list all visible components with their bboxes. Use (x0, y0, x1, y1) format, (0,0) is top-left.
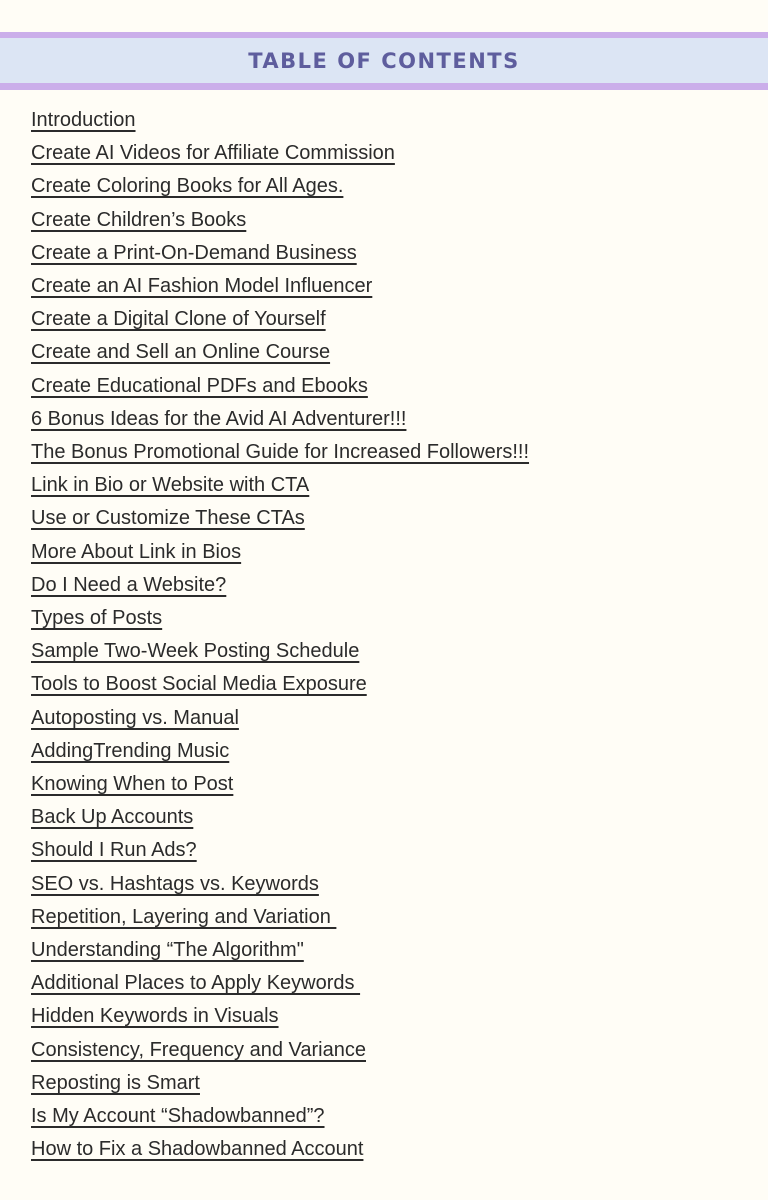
toc-entry-link[interactable]: Types of Posts (31, 607, 163, 630)
toc-entry-link[interactable]: Autoposting vs. Manual (31, 706, 239, 729)
toc-entry-link[interactable]: Tools to Boost Social Media Exposure (31, 673, 367, 696)
toc-entry-link[interactable]: Create a Print-On-Demand Business (31, 241, 357, 264)
toc-entry-link[interactable]: Reposting is Smart (31, 1071, 200, 1094)
toc-entry-link[interactable]: Understanding “The Algorithm" (31, 939, 304, 962)
toc-list (0, 90, 768, 1167)
toc-entry-link[interactable]: SEO vs. Hashtags vs. Keywords (31, 872, 319, 895)
table-of-contents-page (0, 32, 768, 1167)
toc-entry-link[interactable]: Repetition, Layering and Variation (31, 905, 337, 928)
toc-entry-link[interactable]: Back Up Accounts (31, 806, 194, 829)
toc-entry-link[interactable]: Create Educational PDFs and Ebooks (31, 374, 368, 397)
toc-entry-link[interactable]: Create an AI Fashion Model Influencer (31, 275, 373, 298)
toc-entry-link[interactable]: Hidden Keywords in Visuals (31, 1005, 279, 1028)
toc-entry-link[interactable]: Do I Need a Website? (31, 573, 227, 596)
toc-entry-link[interactable]: Consistency, Frequency and Variance (31, 1038, 366, 1061)
toc-entry-link[interactable]: More About Link in Bios (31, 540, 242, 563)
toc-entry-link[interactable]: Sample Two-Week Posting Schedule (31, 640, 360, 663)
toc-entry-link[interactable]: Use or Customize These CTAs (31, 507, 305, 530)
toc-entry-link[interactable]: Introduction (31, 109, 136, 131)
toc-entry-link[interactable]: Create and Sell an Online Course (31, 341, 331, 364)
toc-entry-link[interactable]: 6 Bonus Ideas for the Avid AI Adventurer!!! (31, 407, 407, 430)
toc-entry-link[interactable]: AddingTrending Music (31, 739, 230, 762)
toc-entry-link[interactable]: How to Fix a Shadowbanned Account (31, 1138, 364, 1161)
toc-entry-link[interactable]: Knowing When to Post (31, 773, 234, 796)
toc-entry-link[interactable]: Is My Account “Shadowbanned”? (31, 1105, 325, 1128)
toc-entry-link[interactable]: The Bonus Promotional Guide for Increased Followers!!! (31, 441, 530, 464)
page-title: TABLE OF CONTENTS (248, 48, 520, 73)
toc-entry-link[interactable]: Link in Bio or Website with CTA (31, 474, 310, 497)
toc-entry-link[interactable]: Create Coloring Books for All Ages. (31, 175, 344, 198)
toc-entry-link[interactable]: Create AI Videos for Affiliate Commission (31, 142, 395, 165)
toc-entry-link[interactable]: Should I Run Ads? (31, 839, 197, 862)
toc-entry-link[interactable]: Additional Places to Apply Keywords (31, 972, 361, 995)
toc-entry-link[interactable]: Create Children’s Books (31, 208, 247, 231)
toc-entry-link[interactable]: Create a Digital Clone of Yourself (31, 308, 326, 331)
toc-header-banner (0, 32, 768, 90)
